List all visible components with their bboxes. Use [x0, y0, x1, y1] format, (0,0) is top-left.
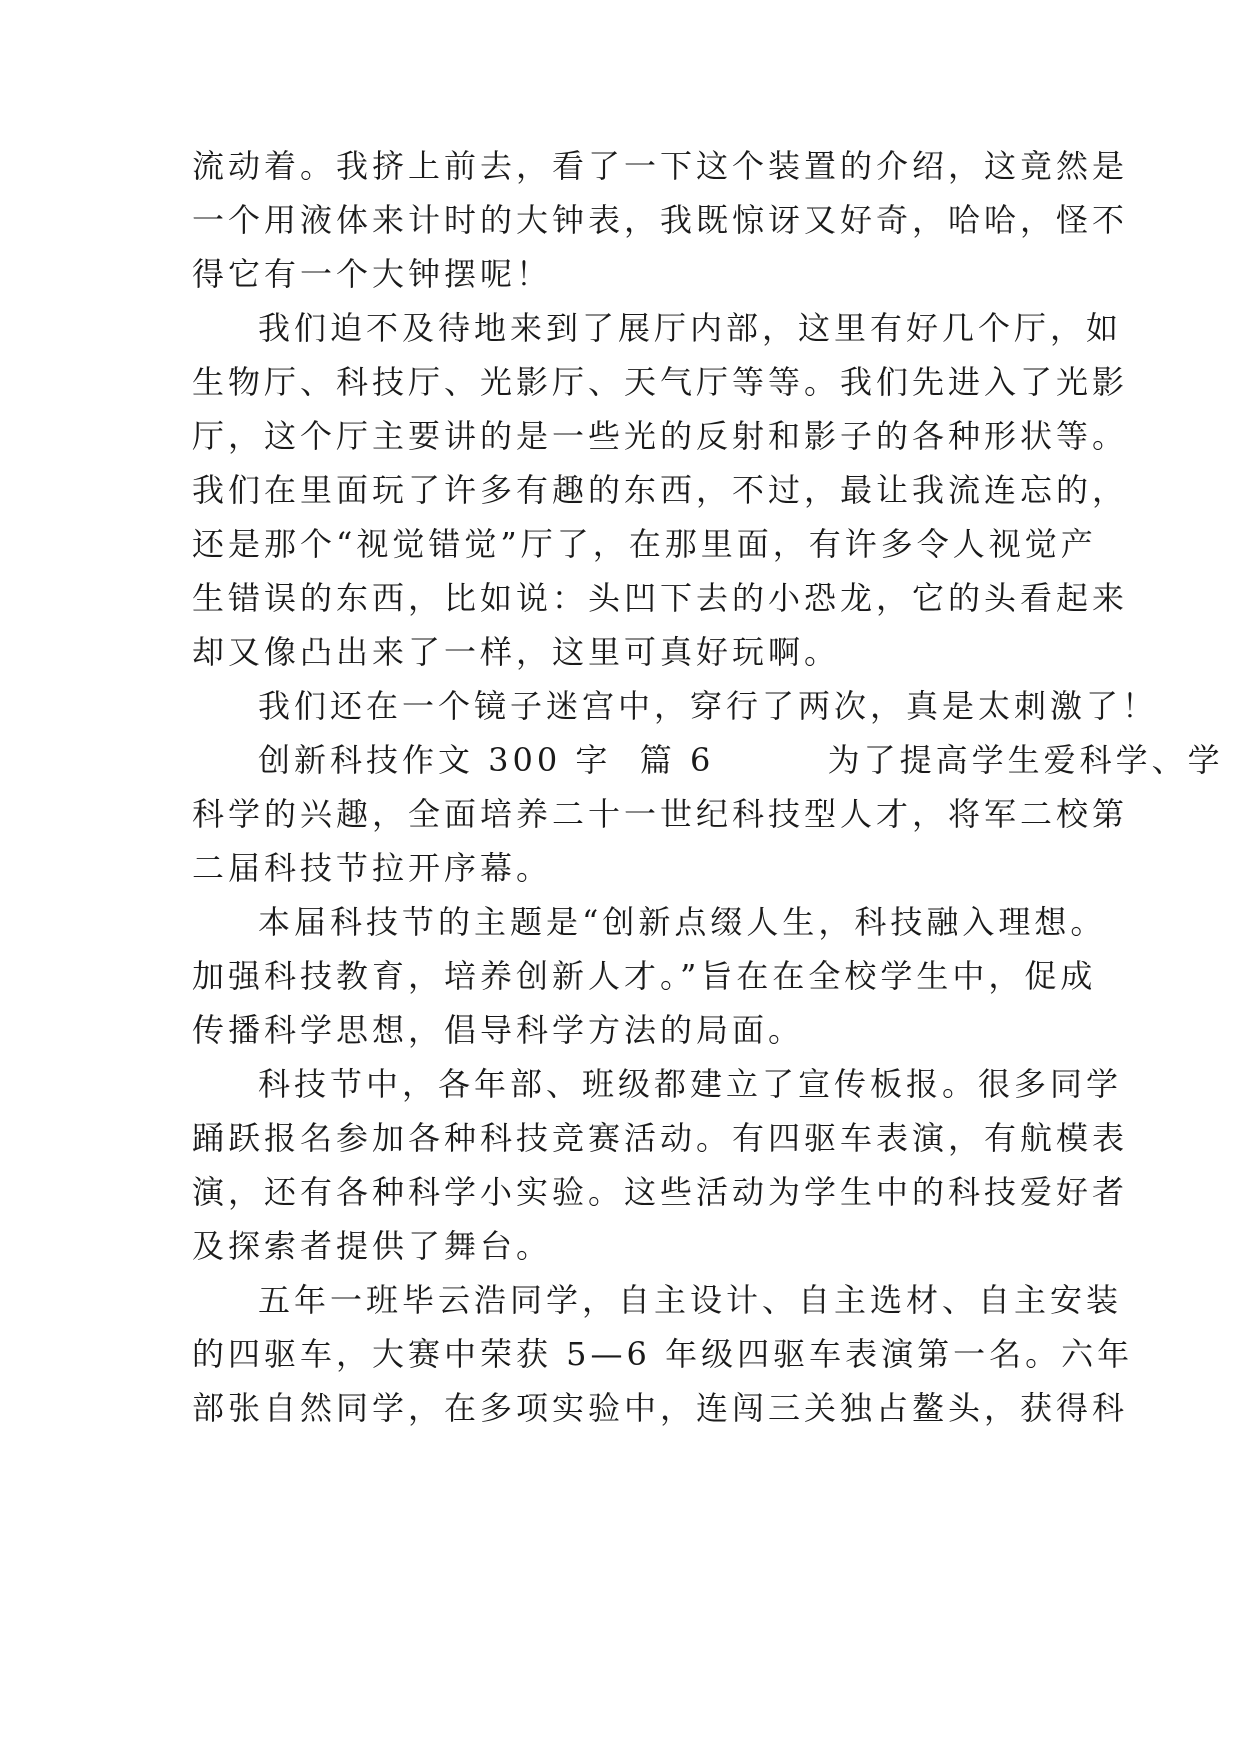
text-line: 踊跃报名参加各种科技竞赛活动。有四驱车表演，有航模表 — [192, 1119, 1129, 1157]
text-line: 的四驱车，大赛中荣获 5—6 年级四驱车表演第一名。六年 — [192, 1335, 1134, 1373]
paragraph-first-line: 我们迫不及待地来到了展厅内部，这里有好几个厅，如 — [258, 309, 1123, 347]
text-line: 加强科技教育，培养创新人才。”旨在在全校学生中，促成 — [192, 957, 1097, 995]
text-line: 还是那个“视觉错觉”厅了，在那里面，有许多令人视觉产 — [192, 525, 1097, 563]
text-line: 科学的兴趣，全面培养二十一世纪科技型人才，将军二校第 — [192, 795, 1129, 833]
text-line: 部张自然同学，在多项实验中，连闯三关独占鳌头，获得科 — [192, 1389, 1129, 1427]
paragraph-first-line: 本届科技节的主题是“创新点缀人生，科技融入理想。 — [258, 903, 1107, 941]
text-line: 我们在里面玩了许多有趣的东西，不过，最让我流连忘的， — [192, 471, 1129, 509]
text-line: 生错误的东西，比如说：头凹下去的小恐龙，它的头看起来 — [192, 579, 1129, 617]
section-heading-line: 创新科技作文 300 字 篇 6 为了提高学生爱科学、学 — [258, 741, 1224, 779]
text-line: 却又像凸出来了一样，这里可真好玩啊。 — [192, 633, 841, 671]
text-line: 得它有一个大钟摆呢！ — [192, 255, 553, 293]
paragraph-first-line: 我们还在一个镜子迷宫中，穿行了两次，真是太刺激了！ — [258, 687, 1159, 725]
text-line: 演，还有各种科学小实验。这些活动为学生中的科技爱好者 — [192, 1173, 1129, 1211]
text-line: 厅，这个厅主要讲的是一些光的反射和影子的各种形状等。 — [192, 417, 1129, 455]
paragraph-first-line: 五年一班毕云浩同学，自主设计、自主选材、自主安装 — [258, 1281, 1123, 1319]
text-line: 一个用液体来计时的大钟表，我既惊讶又好奇，哈哈，怪不 — [192, 201, 1129, 239]
text-line: 及探索者提供了舞台。 — [192, 1227, 553, 1265]
text-line: 流动着。我挤上前去，看了一下这个装置的介绍，这竟然是 — [192, 147, 1129, 185]
paragraph-first-line: 科技节中，各年部、班级都建立了宣传板报。很多同学 — [258, 1065, 1123, 1103]
text-line: 二届科技节拉开序幕。 — [192, 849, 553, 887]
text-line: 传播科学思想，倡导科学方法的局面。 — [192, 1011, 805, 1049]
text-line: 生物厅、科技厅、光影厅、天气厅等等。我们先进入了光影 — [192, 363, 1129, 401]
